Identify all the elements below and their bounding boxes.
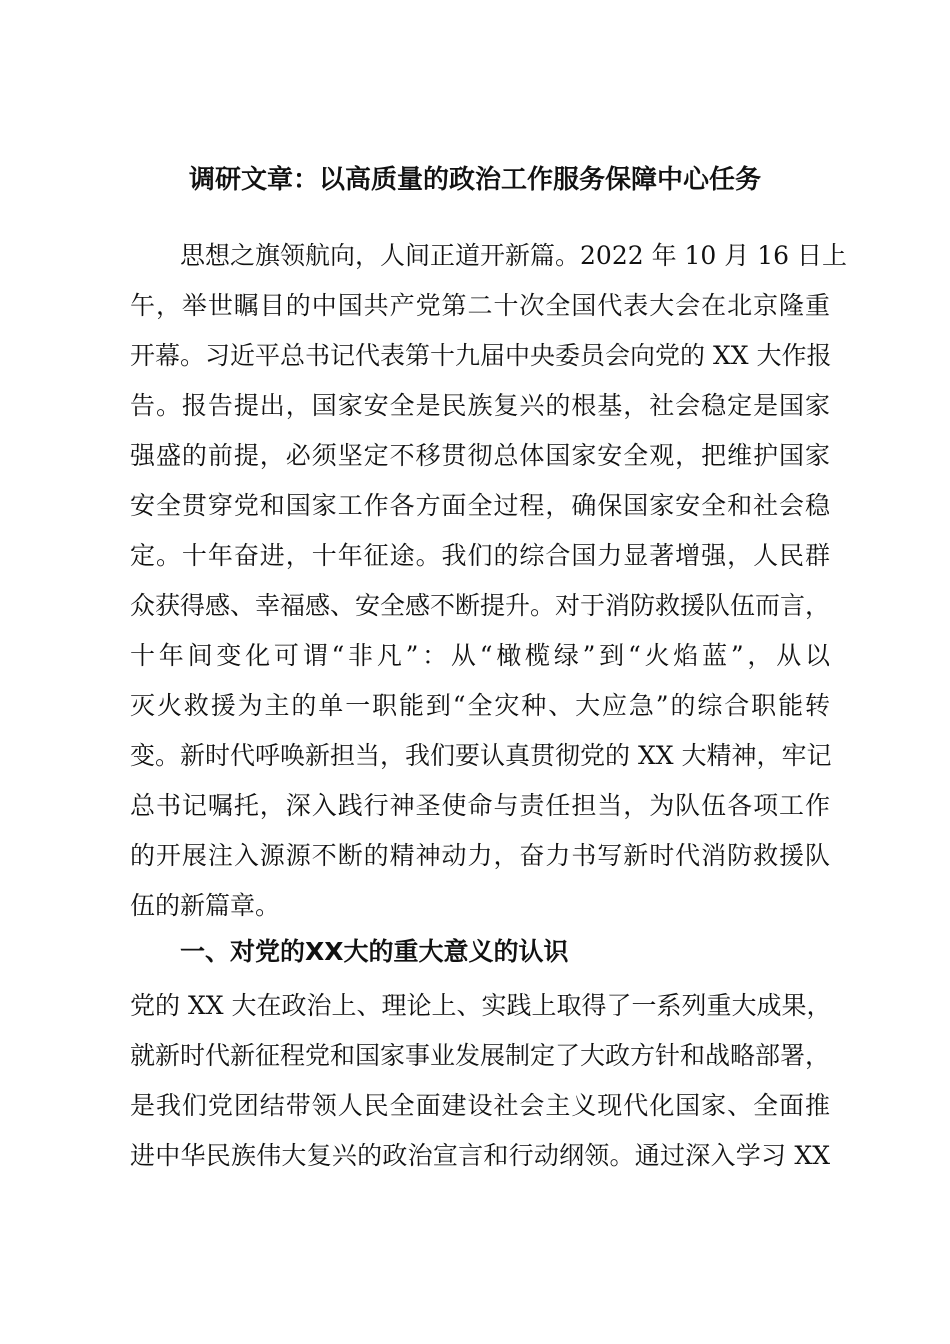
paragraph-line: 思想之旗领航向，人间正道开新篇。2022 年 10 月 16 日上 — [180, 241, 847, 270]
paragraph-line: 党的 XX 大在政治上、理论上、实践上取得了一系列重大成果， — [130, 991, 832, 1020]
paragraph-line: 进中华民族伟大复兴的政治宣言和行动纲领。通过深入学习 XX — [130, 1141, 830, 1170]
paragraph-line: 总书记嘱托，深入践行神圣使命与责任担当，为队伍各项工作 — [130, 791, 830, 820]
paragraph-line: 十年间变化可谓“非凡”：从“橄榄绿”到“火焰蓝”，从以 — [130, 641, 830, 670]
paragraph-line: 强盛的前提，必须坚定不移贯彻总体国家安全观，把维护国家 — [130, 441, 830, 470]
paragraph-line: 午，举世瞩目的中国共产党第二十次全国代表大会在北京隆重 — [130, 291, 830, 320]
paragraph-line: 开幕。习近平总书记代表第十九届中央委员会向党的 XX 大作报 — [130, 341, 832, 370]
paragraph-line: 就新时代新征程党和国家事业发展制定了大政方针和战略部署， — [130, 1041, 831, 1070]
paragraph-line: 众获得感、幸福感、安全感不断提升。对于消防救援队伍而言， — [130, 591, 831, 620]
paragraph-line: 的开展注入源源不断的精神动力，奋力书写新时代消防救援队 — [130, 841, 830, 870]
paragraph-line: 定。十年奋进，十年征途。我们的综合国力显著增强，人民群 — [130, 541, 830, 570]
paragraph-line: 伍的新篇章。 — [130, 891, 281, 920]
paragraph-line: 变。新时代呼唤新担当，我们要认真贯彻党的 XX 大精神，牢记 — [130, 741, 832, 770]
section-heading: 一、对党的XX大的重大意义的认识 — [180, 937, 569, 966]
paragraph-line: 安全贯穿党和国家工作各方面全过程，确保国家安全和社会稳 — [130, 491, 830, 520]
paragraph-line: 告。报告提出，国家安全是民族复兴的根基，社会稳定是国家 — [130, 391, 830, 420]
paragraph-line: 灭火救援为主的单一职能到“全灾种、大应急”的综合职能转 — [130, 691, 830, 720]
document-title: 调研文章：以高质量的政治工作服务保障中心任务 — [188, 165, 761, 195]
paragraph-line: 是我们党团结带领人民全面建设社会主义现代化国家、全面推 — [130, 1091, 830, 1120]
